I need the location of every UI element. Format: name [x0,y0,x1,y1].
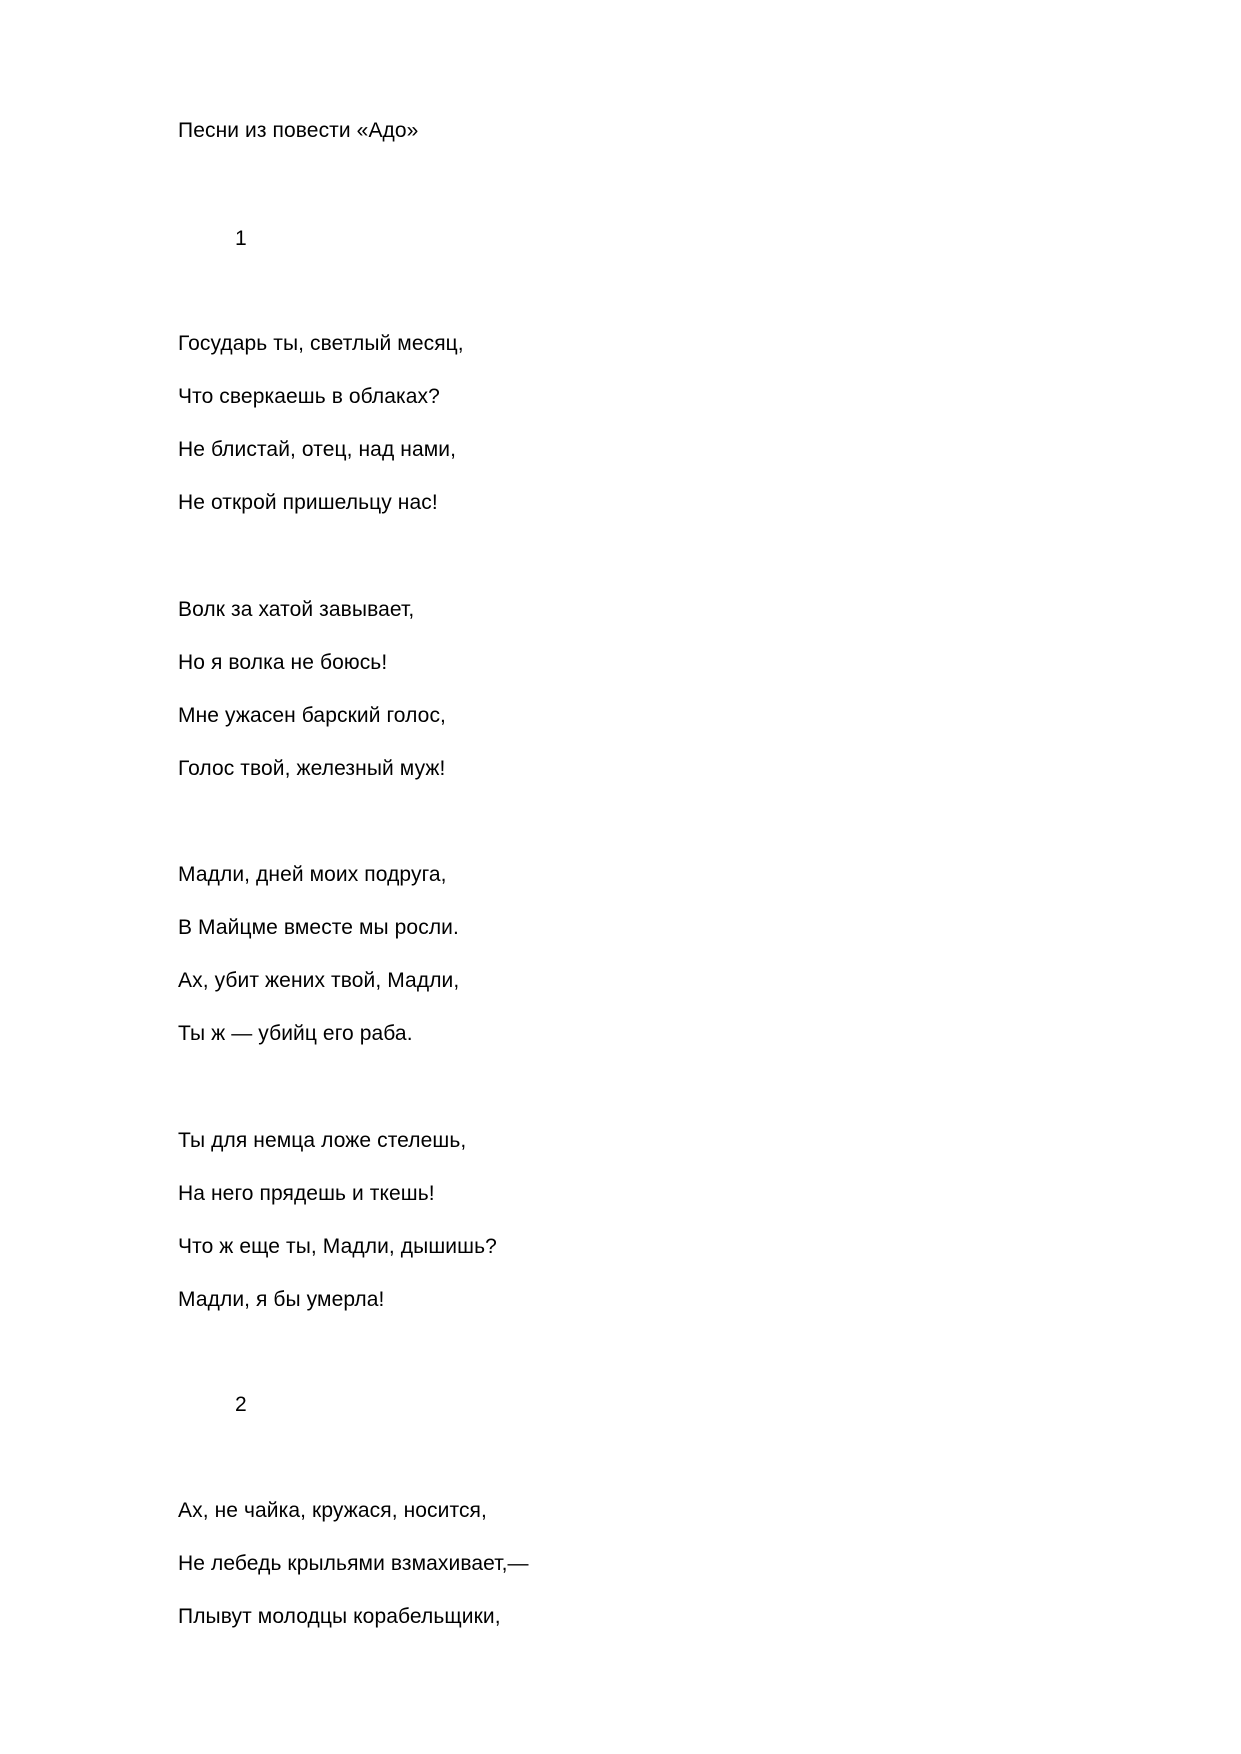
poem-line: В Майцме вместе мы росли. [178,916,459,939]
poem-line: Ты ж — убийц его раба. [178,1022,413,1045]
poem-line: Мне ужасен барский голос, [178,704,446,727]
poem-line: Плывут молодцы корабельщики, [178,1605,501,1628]
poem-line: Не лебедь крыльями взмахивает,— [178,1552,529,1575]
poem-line: Мадли, дней моих подруга, [178,863,447,886]
poem-line: Государь ты, светлый месяц, [178,332,464,355]
poem-line: Не открой пришельцу нас! [178,491,438,514]
poem-line: Мадли, я бы умерла! [178,1288,385,1311]
poem-line: Голос твой, железный муж! [178,757,446,780]
poem-line: Не блистай, отец, над нами, [178,438,457,461]
poem-line: Ах, убит жених твой, Мадли, [178,969,460,992]
poem-line: Что ж еще ты, Мадли, дышишь? [178,1235,497,1258]
poem-line: Что сверкаешь в облаках? [178,385,440,408]
poem-line: Волк за хатой завывает, [178,598,415,621]
document-title: Песни из повести «Адо» [178,119,419,142]
poem-line: Но я волка не боюсь! [178,651,388,674]
section-number-2: 2 [235,1393,247,1416]
poem-line: Ты для немца ложе стелешь, [178,1129,467,1152]
poem-line: Ах, не чайка, кружася, носится, [178,1499,487,1522]
poem-line: На него прядешь и ткешь! [178,1182,435,1205]
section-number-1: 1 [235,227,247,250]
